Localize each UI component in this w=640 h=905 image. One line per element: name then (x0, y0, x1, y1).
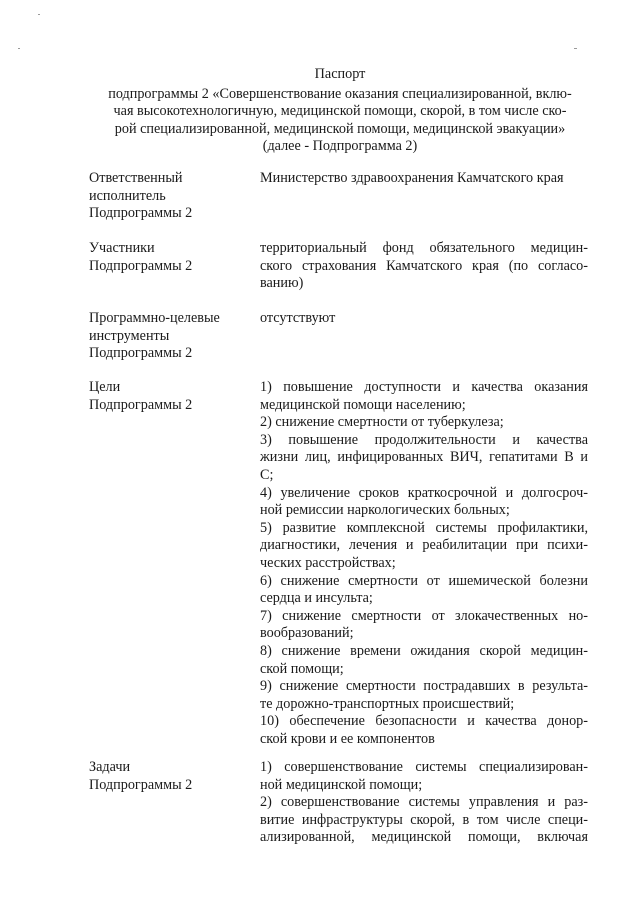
content-line: сердца и инсульта; (260, 590, 373, 607)
content-line: 1) повышение доступности и качества оказания (260, 379, 588, 395)
subtitle-line: рой специализированной, медицинской помощи, медицинской эвакуации» (114, 120, 566, 137)
label-line: Программно-целевые (89, 310, 220, 326)
content-line: ческих расстройствах; (260, 554, 396, 571)
content-line: ной ремиссии наркологических больных; (260, 502, 510, 519)
content-line: 5) развитие комплексной системы профилактики, (260, 519, 588, 536)
row-label (89, 170, 249, 223)
content-line: 10) обеспечение безопасности и качества донор- (260, 713, 588, 730)
row-label (89, 759, 249, 794)
content-line: 4) увеличение сроков краткосрочной и долгосроч- (260, 484, 588, 501)
scan-mark-right (574, 48, 577, 49)
content-line: 7) снижение смертности от злокачественных но- (260, 607, 588, 624)
scan-mark-left (18, 48, 20, 49)
content-line: 2) совершенствование системы управления и раз- (260, 794, 588, 811)
content-line: 1) совершенствование системы специализирован- (260, 759, 588, 775)
content-line: отсутствуют (260, 310, 336, 326)
scan-mark-top (38, 14, 40, 15)
content-line: территориальный фонд обязательного медицин- (260, 240, 588, 256)
label-line: Подпрограммы 2 (89, 257, 193, 274)
content-line: С; (260, 466, 274, 483)
row-label (89, 379, 249, 414)
content-line: 9) снижение смертности пострадавших в результа- (260, 678, 588, 695)
row-content (260, 379, 588, 748)
passport-header (80, 66, 600, 156)
label-line: Цели (89, 379, 121, 395)
label-line: Подпрограммы 2 (89, 396, 193, 413)
content-line: ской помощи; (260, 660, 344, 677)
content-line: ализированной, медицинской помощи, включая (260, 829, 588, 846)
content-line: 2) снижение смертности от туберкулеза; (260, 414, 504, 431)
content-line: ской крови и ее компонентов (260, 730, 435, 747)
row-content (260, 170, 588, 188)
label-line: Задачи (89, 759, 131, 775)
content-line: жизни лиц, инфицированных ВИЧ, гепатитами В и (260, 449, 588, 466)
label-line: Ответственный (89, 170, 183, 186)
passport-title: Паспорт (314, 66, 366, 82)
row-label (89, 240, 249, 275)
content-line: те дорожно-транспортных происшествий; (260, 695, 515, 712)
subtitle-line: подпрограммы 2 «Совершенствование оказания специализированной, вклю- (108, 85, 572, 102)
row-content (260, 240, 588, 293)
label-line: Подпрограммы 2 (89, 345, 193, 362)
content-line: ванию) (260, 275, 304, 292)
label-line: Подпрограммы 2 (89, 776, 193, 793)
row-content (260, 759, 588, 847)
content-line: Министерство здравоохранения Камчатского края (260, 170, 564, 186)
content-line: ной медицинской помощи; (260, 776, 423, 793)
row-content (260, 310, 588, 328)
label-line: Участники (89, 240, 155, 256)
subtitle-line: (далее - Подпрограмма 2) (262, 138, 418, 155)
label-line: исполнитель (89, 187, 166, 204)
content-line: 8) снижение времени ожидания скорой медицин- (260, 642, 588, 659)
subtitle-line: чая высокотехнологичную, медицинской помощи, скорой, в том числе ско- (113, 103, 567, 120)
content-line: 6) снижение смертности от ишемической болезни (260, 572, 588, 589)
row-label (89, 310, 249, 363)
content-line: витие инфраструктуры скорой, в том числе специ- (260, 811, 588, 828)
content-line: диагностики, лечения и реабилитации при психи- (260, 537, 588, 554)
label-line: Подпрограммы 2 (89, 205, 193, 222)
label-line: инструменты (89, 327, 170, 344)
content-line: ского страхования Камчатского края (по согласо- (260, 257, 588, 274)
content-line: медицинской помощи населению; (260, 396, 466, 413)
content-line: вообразований; (260, 625, 354, 642)
content-line: 3) повышение продолжительности и качества (260, 431, 588, 448)
